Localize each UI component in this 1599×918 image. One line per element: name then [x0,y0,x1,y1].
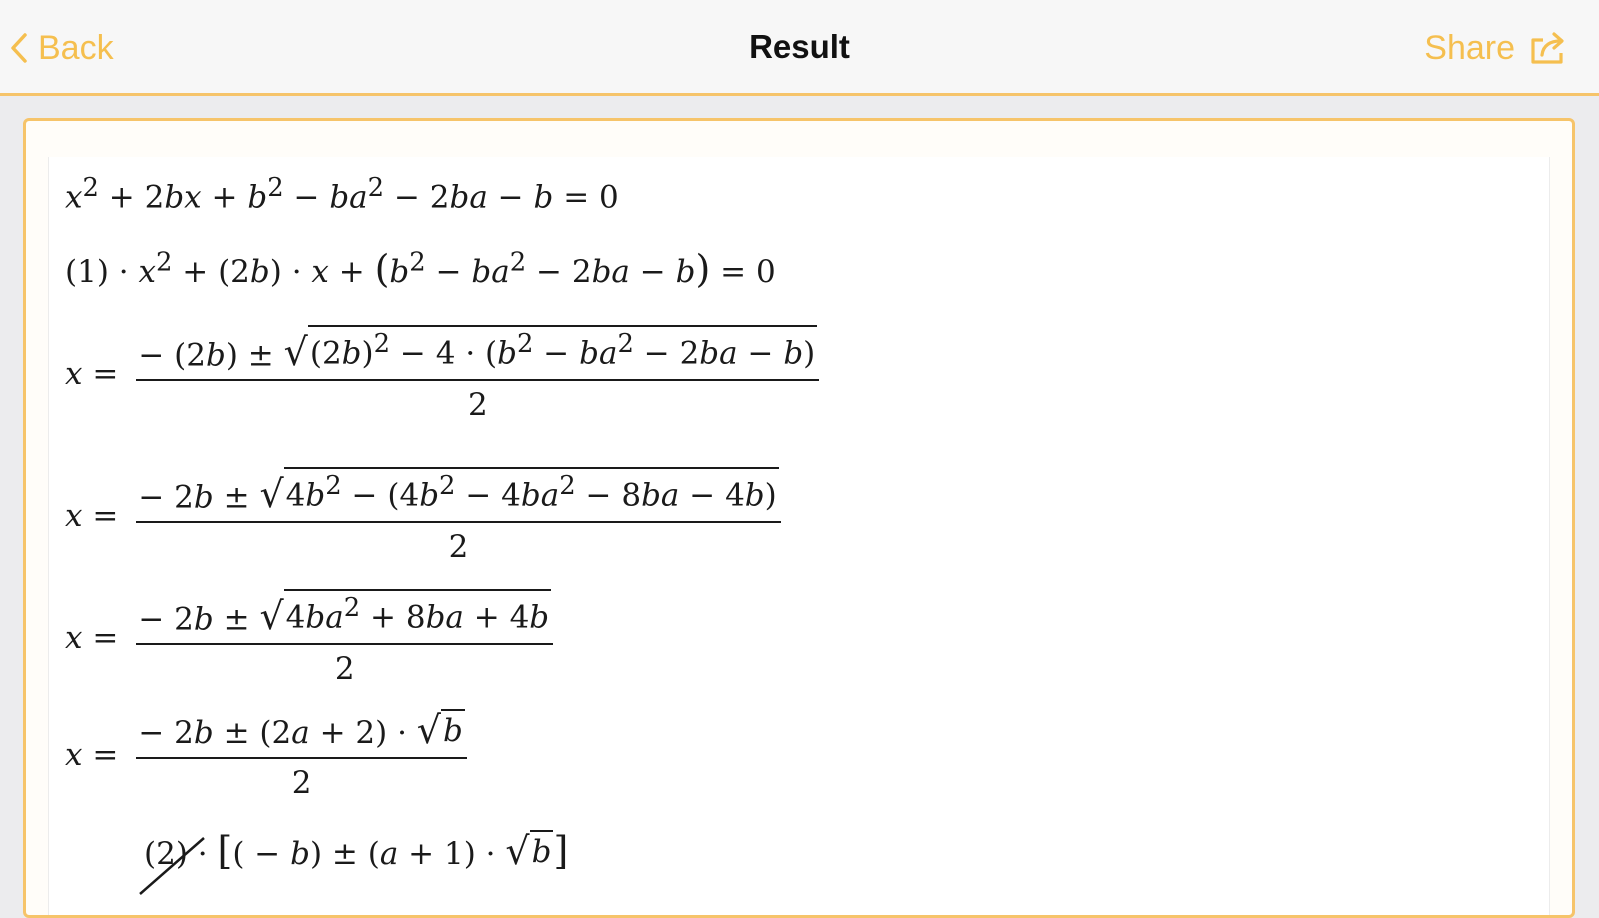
navigation-bar [0,0,1599,96]
strike-line-icon [132,830,212,900]
solution-step-3: x = − (2b) ± √ $(2b)^2 - 4 \cdot (b^2 - ba^2 - 2ba - b)$ 2 [65,325,819,423]
share-button[interactable] [1424,26,1569,70]
solution-step-6: x = − 2b ± (2a + 2) · √ b 2 [65,709,467,801]
back-label: Back [38,28,114,67]
page-title: Result [749,28,850,65]
result-card [23,118,1575,918]
cancelled-factor: (2) [144,836,188,872]
solution-steps [48,157,1550,915]
solution-step-7: (2) · [( − b) ± (a + 1) · √ b ] [144,829,568,873]
solution-step-5: x = − 2b ± √ $4ba^2 + 8ba + 4b$ 2 [65,589,553,687]
share-icon [1529,31,1569,65]
solution-step-2: $(1) \cdot x^2 + (2b) \cdot x + (b^2 - ba^2 - 2ba - b) = 0$ [65,247,776,291]
share-label: Share [1424,28,1515,67]
solution-step-4: x = − 2b ± √ $4b^2 - (4b^2 - 4ba^2 - 8ba - 4b)$ 2 [65,467,781,565]
solution-step-1: $x^2 + 2bx + b^2 - ba^2 - 2ba - b = 0$ [65,173,619,216]
